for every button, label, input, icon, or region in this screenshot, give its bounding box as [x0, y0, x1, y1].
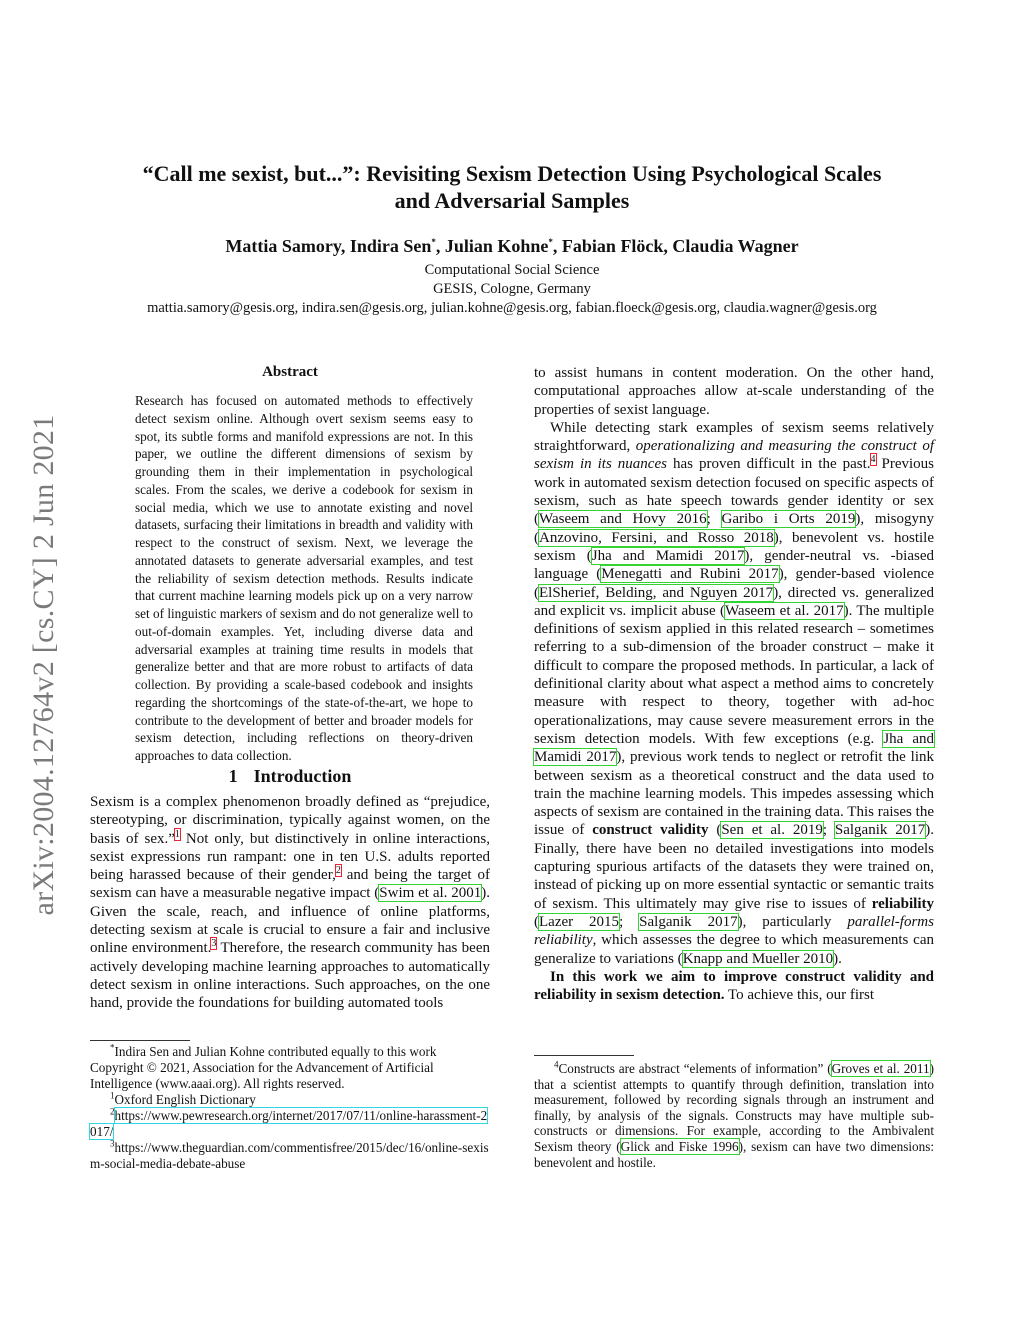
footnotes-left — [90, 1044, 490, 1172]
footnote-text: https://www.theguardian.com/commentisfree/2015/dec/16/online-sexism-social-media-debate-abuse — [90, 1140, 489, 1171]
intro-text: and being the target of sexism can have a measurable negative impact ( — [90, 867, 490, 902]
copyright-notice: Copyright © 2021, Association for the Advancement of Artificial Intelligence (www.aaai.org). All rights reserved. — [90, 1060, 434, 1091]
footnote-text: Indira Sen and Julian Kohne contributed equally to this work — [114, 1044, 437, 1059]
footnote-mark: 2 — [110, 1106, 115, 1117]
equal-contrib-mark: * — [548, 237, 553, 247]
footnote-text: ), sexism can have two dimensions: benevolent and hostile. — [534, 1138, 934, 1170]
citation-knapp-mueller-2010[interactable]: Knapp and Mueller 2010 — [682, 950, 834, 967]
footnote-ref-1[interactable]: 1 — [174, 828, 180, 840]
citation-salganik-2017[interactable]: Salganik 2017 — [639, 913, 738, 930]
author-text-1: Mattia Samory, Indira Sen — [225, 236, 432, 256]
footnote-1 — [90, 1092, 490, 1108]
footnote-ref-4[interactable]: 4 — [870, 454, 876, 466]
affiliation-org: GESIS, Cologne, Germany — [433, 281, 591, 297]
footnote-ref-3[interactable]: 3 — [211, 938, 217, 950]
right-column-body — [534, 364, 934, 1004]
affiliation-dept: Computational Social Science — [424, 262, 600, 278]
citation-waseem-2017[interactable]: Waseem et al. 2017 — [724, 602, 844, 619]
footnote-4 — [534, 1061, 934, 1170]
body-text: ), directed vs. generalized and explicit vs. implicit abuse ( — [534, 584, 934, 619]
citation-swim-2001[interactable]: Swim et al. 2001 — [379, 885, 482, 902]
footnote-text: ) that a scientist attempts to quantify through definition, translation into measurement, followed by recording signals through an instrument and finally, by analysis of the signals. Constructs may have multiple sub-constructs or dimensions. For example, according to the Ambivalent Sexism theory ( — [534, 1061, 935, 1154]
intro-text: Not only, but distinctively in online interactions, sexist expressions run rampant: one in ten U.S. adults reported being harassed because of their gender, — [90, 830, 490, 884]
bold-text: construct validity — [592, 822, 709, 839]
citation-elsherief-2017[interactable]: ElSherief, Belding, and Nguyen 2017 — [539, 584, 774, 601]
body-text: ). Finally, there have been no detailed investigations into models capturing spurious artifacts of the datasets they were trained on, instead of picking up on more essential syntactic or semantic traits of sexism. This ultimately may give rise to issues of — [534, 822, 935, 912]
body-text: , which assesses the degree to which measurements can generalize to variations ( — [534, 932, 934, 967]
emphasis-text: operationalizing and measuring the construct of sexism in its nuances — [534, 438, 934, 473]
author-text-3: , Fabian Flöck, Claudia Wagner — [552, 236, 799, 256]
introduction-body — [90, 793, 490, 1013]
citation-groves-2011[interactable]: Groves et al. 2011 — [831, 1061, 930, 1076]
body-text: While detecting stark examples of sexism seems relatively straightforward, — [534, 419, 934, 455]
citation-lazer-2015[interactable]: Lazer 2015 — [539, 913, 620, 930]
title-line-2: and Adversarial Samples — [394, 188, 630, 213]
citation-jha-mamidi-2017[interactable]: Jha and Mamidi 2017 — [591, 547, 745, 564]
footnote-mark: 1 — [110, 1090, 115, 1101]
footnote-2 — [90, 1108, 490, 1140]
footnote-mark: 4 — [554, 1059, 559, 1070]
intro-text: Therefore, the research community has been actively developing machine learning approaches to automatically detect sexism in online interactions. Such approaches, on the one hand, provide the foundations for building automated tools — [90, 940, 490, 1012]
body-text: ), particularly — [737, 913, 848, 930]
body-text: ), misogyny ( — [534, 511, 935, 546]
footnote-mark: 3 — [110, 1138, 115, 1149]
intro-text: ). Given the scale, reach, and influence of online platforms, detecting sexism at scale is crucial to ensure a fair and inclusive online environment. — [90, 885, 490, 957]
title-line-1: “Call me sexist, but...”: Revisiting Sexism Detection Using Psychological Scales — [142, 161, 882, 186]
footnote-divider — [534, 1055, 634, 1056]
arxiv-stamp-text: arXiv:2004.12764v2 [cs.CY] 2 Jun 2021 — [27, 414, 60, 916]
citation-glick-fiske-1996[interactable]: Glick and Fiske 1996 — [620, 1138, 739, 1154]
body-text: ), previous work tends to neglect or retrofit the link between sexism as a theoretical construct and the data used to train the machine learning models. This impedes assessing which aspects of sexism are contained in the training data. This raises the issue of — [534, 749, 935, 839]
body-text: ; — [619, 913, 640, 930]
paragraph-continuation: to assist humans in content moderation. On the other hand, computational approaches allow at-scale understanding of the properties of sexist language. — [534, 365, 934, 418]
paper-title — [0, 160, 1024, 214]
footnote-text: Oxford English Dictionary — [114, 1092, 256, 1107]
emphasis-text: parallel-forms reliability — [534, 913, 934, 949]
body-text: ; — [706, 511, 722, 528]
body-text: ; — [822, 822, 835, 839]
body-text: ( — [534, 913, 539, 930]
equal-contrib-mark: * — [110, 1042, 115, 1053]
body-text: ), gender-based violence ( — [534, 566, 935, 601]
section-title: Introduction — [253, 766, 352, 786]
citation-sen-2019[interactable]: Sen et al. 2019 — [721, 822, 823, 839]
author-emails: mattia.samory@gesis.org, indira.sen@gesis.org, julian.kohne@gesis.org, fabian.floeck@gesis.org, claudia.wagner@gesis.org — [147, 300, 877, 316]
body-text: Previous work in automated sexism detection focused on specific aspects of sexism, such as hate speech towards gender identity or sex ( — [534, 456, 935, 528]
body-text: ), gender-neutral vs. -biased language ( — [534, 547, 934, 583]
bold-text: reliability — [871, 895, 934, 912]
equal-contrib-mark: * — [431, 237, 436, 247]
section-number: 1 — [228, 766, 238, 786]
footnote-equal-contrib — [90, 1044, 490, 1060]
citation-garibo-2019[interactable]: Garibo i Orts 2019 — [721, 511, 856, 528]
section-heading-introduction — [90, 766, 490, 787]
citation-menegatti-2017[interactable]: Menegatti and Rubini 2017 — [601, 566, 779, 583]
paragraph-aims — [534, 968, 934, 1005]
abstract-heading: Abstract — [262, 364, 318, 380]
arxiv-stamp — [24, 370, 64, 960]
footnote-text: Constructs are abstract “elements of information” ( — [558, 1061, 832, 1076]
abstract-body: Research has focused on automated methods to effectively detect sexism online. Although overt sexism seems easy to spot, its subtle forms and manifold expressions are not. In this paper, we outline the different dimensions of sexism by grounding them in their implementation in psychological scales. From the scales, we derive a codebook for sexism in social media, which we use to annotate existing and novel datasets, surfacing their limitations in breadth and validity with respect to the construct of sexism. Next, we leverage the annotated datasets to generate adversarial examples, and test the reliability of sexism detection methods. Results indicate that current machine learning models pick up on a very narrow set of linguistic markers of sexism and do not generalize well to out-of-domain examples. Yet, including diverse data and adversarial examples at training time results in models that generalize better and that are more robust to artifacts of data collection. By providing a scale-based codebook and insights regarding the shortcomings of the state-of-the-art, we hope to contribute to the development of better and broader models for sexism detection, including reflections on theory-driven approaches to data collection. — [135, 393, 473, 763]
citation-salganik-2017[interactable]: Salganik 2017 — [834, 822, 926, 839]
footnote-divider — [90, 1040, 190, 1041]
body-text: To achieve this, our first — [724, 987, 875, 1004]
body-text: has proven difficult in the past. — [666, 456, 871, 473]
body-text: ( — [708, 822, 722, 839]
paragraph-related-work — [534, 419, 934, 968]
body-text: ). The multiple definitions of sexism applied in this related research – sometimes referring to a sub-dimension of the broader construct – make it difficult to compare the proposed methods. In particular, a lack of definitional clarity about what aspect a method aims to concretely measure with respect to theory, together with ad-hoc operationalizations, may cause severe measurement errors in the sexism detection models. With few exceptions (e.g. — [534, 602, 934, 747]
footnote-ref-2[interactable]: 2 — [335, 865, 341, 877]
author-text-2: , Julian Kohne — [435, 236, 549, 256]
bold-text: In this work we aim to improve construct validity and reliability in sexism detection. — [534, 968, 934, 1004]
citation-anzovino-2018[interactable]: Anzovino, Fersini, and Rosso 2018 — [539, 529, 774, 546]
citation-jha-mamidi-2017[interactable]: Jha and Mamidi 2017 — [534, 730, 934, 766]
footnote-3 — [90, 1140, 490, 1172]
citation-waseem-hovy-2016[interactable]: Waseem and Hovy 2016 — [539, 511, 707, 528]
footnote-2-link[interactable]: https://www.pewresearch.org/internet/2017/07/11/online-harassment-2017/ — [90, 1108, 488, 1139]
intro-text: Sexism is a complex phenomenon broadly defined as “prejudice, stereotyping, or discrimination, typically against women, on the basis of sex.” — [90, 794, 490, 847]
body-text: ), benevolent vs. hostile sexism ( — [534, 529, 934, 564]
body-text: ). — [833, 950, 842, 967]
author-list — [0, 236, 1024, 257]
